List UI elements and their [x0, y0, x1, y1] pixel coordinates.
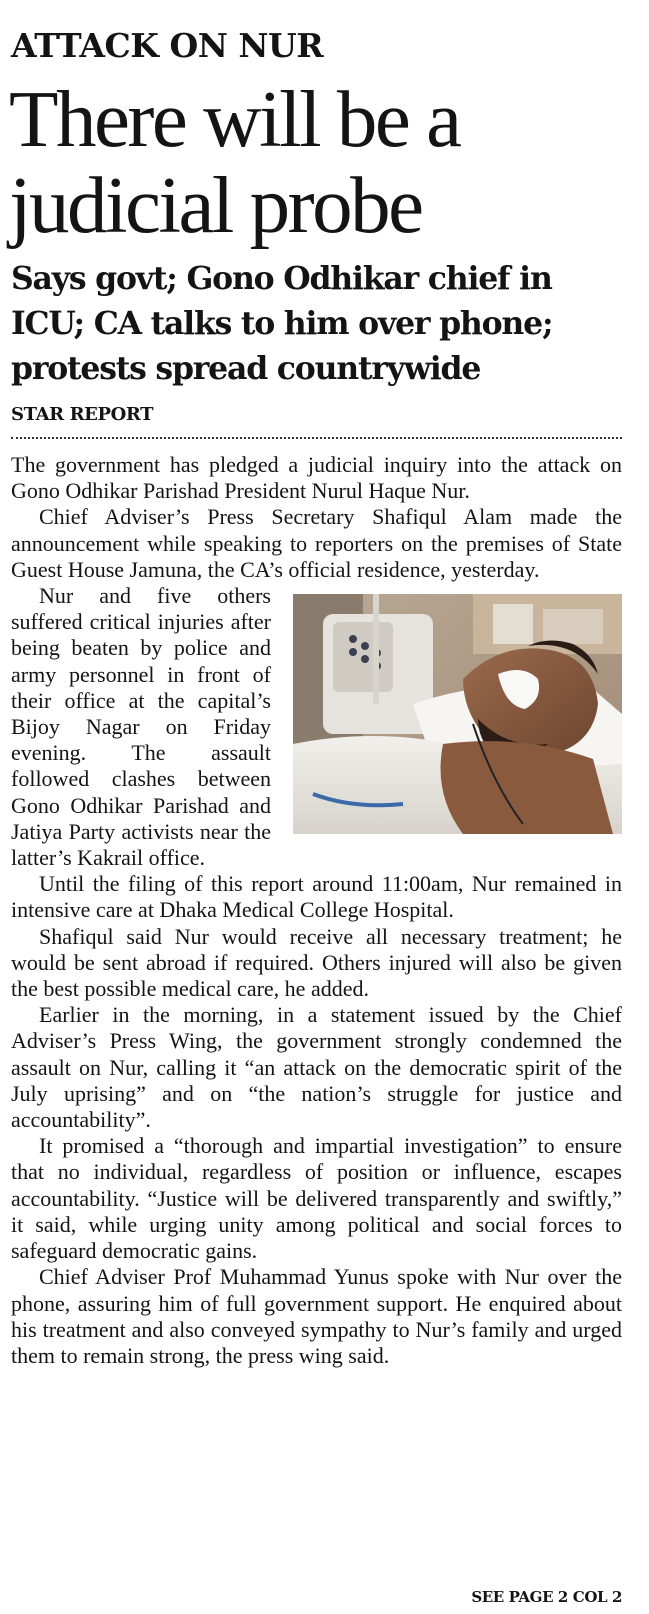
article-body — [11, 452, 622, 1369]
headline: There will be a judicial probe — [9, 74, 460, 250]
dotted-divider — [11, 437, 622, 439]
paragraph: Chief Adviser’s Press Secretary Shafiqul Alam made the announcement while speaking to reporters on the premises of State Guest House Jamuna, the CA’s official residence, yesterday. — [11, 504, 622, 582]
deck-subheadline: Says govt; Gono Odhikar chief in ICU; CA talks to him over phone; protests spread countrywide — [11, 260, 553, 387]
paragraph: Nur and five others suffered critical injuries after being beaten by police and army personnel in front of their office at the capital’s Bijoy Nagar on Friday evening. The assault followed clashes between Gono Odhikar Parishad and Jatiya Party activists near the latter’s Kakrail office. — [11, 583, 271, 871]
paragraph: Earlier in the morning, in a statement issued by the Chief Adviser’s Press Wing, the government strongly condemned the assault on Nur, calling it “an attack on the democratic spirit of the July uprising” and on “the nation’s struggle for justice and accountability”. — [11, 1002, 622, 1133]
paragraph: Shafiqul said Nur would receive all necessary treatment; he would be sent abroad if required. Others injured will also be given the best possible medical care, he added. — [11, 923, 622, 1002]
paragraph: It promised a “thorough and impartial investigation” to ensure that no individual, regardless of position or influence, escapes accountability. “Justice will be delivered transparently and swiftly,” it said, while urging unity among political and social forces to safeguard democratic gains. — [11, 1133, 622, 1264]
paragraph: The government has pledged a judicial inquiry into the attack on Gono Odhikar Parishad President Nurul Haque Nur. — [11, 452, 622, 504]
paragraph: Until the filing of this report around 11:00am, Nur remained in intensive care at Dhaka Medical College Hospital. — [11, 871, 622, 923]
continued-jump-line: SEE PAGE 2 COL 2 — [471, 1588, 622, 1606]
hospital-patient-photo — [293, 594, 622, 834]
paragraph: Chief Adviser Prof Muhammad Yunus spoke with Nur over the phone, assuring him of full government support. He enquired about his treatment and also conveyed sympathy to Nur’s family and urged them to remain strong, the press wing said. — [11, 1264, 622, 1368]
kicker: ATTACK ON NUR — [11, 26, 324, 65]
byline: STAR REPORT — [11, 404, 154, 425]
news-photo — [293, 594, 622, 834]
